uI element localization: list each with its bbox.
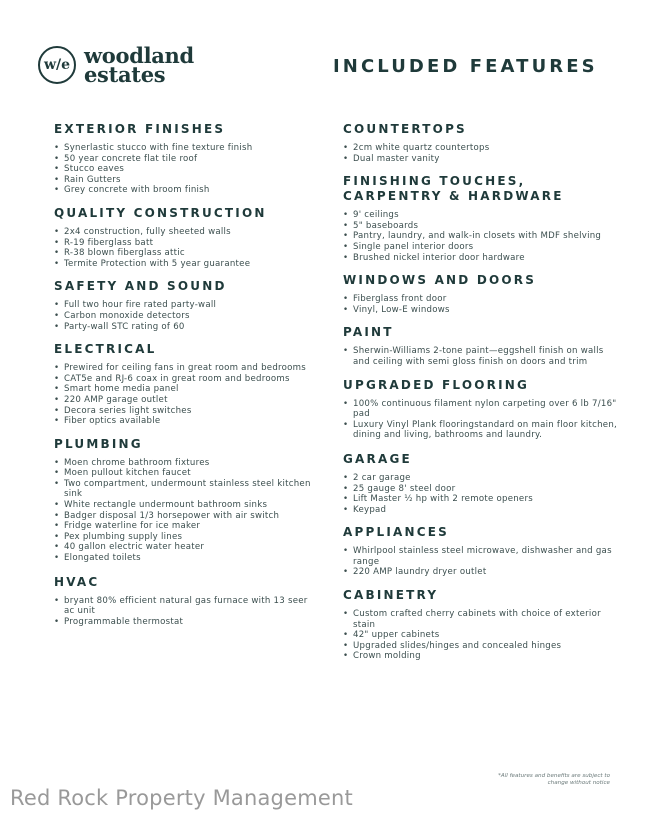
feature-item: • 5" baseboards bbox=[343, 221, 618, 232]
feature-section bbox=[343, 378, 618, 441]
watermark: Red Rock Property Management bbox=[10, 786, 353, 810]
feature-list bbox=[54, 458, 316, 564]
feature-item: • Fridge waterline for ice maker bbox=[54, 521, 316, 532]
feature-item: • Moen pullout kitchen faucet bbox=[54, 468, 316, 479]
feature-list bbox=[343, 210, 618, 263]
feature-item: • Full two hour fire rated party-wall bbox=[54, 300, 316, 311]
feature-item: • 100% continuous filament nylon carpeting over 6 lb 7/16" pad bbox=[343, 399, 618, 420]
feature-item: • Custom crafted cherry cabinets with choice of exterior stain bbox=[343, 609, 618, 630]
section-heading: UPGRADED FLOORING bbox=[343, 377, 530, 392]
feature-item: • Decora series light switches bbox=[54, 406, 316, 417]
section-heading: PAINT bbox=[343, 325, 394, 340]
feature-item: • 9' ceilings bbox=[343, 210, 618, 221]
feature-item: • Fiberglass front door bbox=[343, 294, 618, 305]
section-heading: PLUMBING bbox=[54, 436, 143, 451]
feature-item: • 2 car garage bbox=[343, 473, 618, 484]
feature-item: • Sherwin-Williams 2-tone paint—eggshell finish on walls and ceiling with semi gloss finish on doors and trim bbox=[343, 346, 618, 367]
section-heading: FINISHING TOUCHES, CARPENTRY & HARDWARE bbox=[343, 174, 564, 204]
feature-item: • Pantry, laundry, and walk-in closets with MDF shelving bbox=[343, 231, 618, 242]
feature-section bbox=[54, 279, 316, 332]
right-column bbox=[343, 122, 618, 662]
feature-item: • Rain Gutters bbox=[54, 175, 316, 186]
feature-item: • Vinyl, Low-E windows bbox=[343, 305, 618, 316]
feature-item: • 2x4 construction, fully sheeted walls bbox=[54, 227, 316, 238]
feature-list bbox=[343, 546, 618, 578]
feature-list bbox=[54, 227, 316, 269]
feature-item: • R-38 blown fiberglass attic bbox=[54, 248, 316, 259]
logo-mark: w/e bbox=[38, 46, 76, 84]
feature-item: • Party-wall STC rating of 60 bbox=[54, 322, 316, 333]
feature-item: • Synerlastic stucco with fine texture finish bbox=[54, 143, 316, 154]
feature-section bbox=[54, 122, 316, 196]
feature-list bbox=[54, 143, 316, 196]
section-heading: HVAC bbox=[54, 574, 100, 589]
feature-list bbox=[343, 346, 618, 367]
logo-wordmark bbox=[84, 43, 194, 87]
feature-item: • Whirlpool stainless steel microwave, dishwasher and gas range bbox=[343, 546, 618, 567]
section-heading: WINDOWS AND DOORS bbox=[343, 273, 537, 288]
brand-logo bbox=[38, 43, 194, 87]
feature-item: • Crown molding bbox=[343, 651, 618, 662]
section-heading: GARAGE bbox=[343, 451, 412, 466]
feature-item: • Moen chrome bathroom fixtures bbox=[54, 458, 316, 469]
feature-list bbox=[54, 300, 316, 332]
feature-item: • Elongated toilets bbox=[54, 553, 316, 564]
feature-item: • Keypad bbox=[343, 505, 618, 516]
feature-item: • 25 gauge 8' steel door bbox=[343, 484, 618, 495]
logo-line-1: woodland bbox=[84, 43, 194, 68]
feature-item: • Grey concrete with broom finish bbox=[54, 185, 316, 196]
feature-list bbox=[343, 294, 618, 315]
feature-list bbox=[343, 473, 618, 515]
feature-section bbox=[54, 206, 316, 269]
feature-item: • bryant 80% efficient natural gas furnace with 13 seer ac unit bbox=[54, 596, 316, 617]
feature-item: • White rectangle undermount bathroom sinks bbox=[54, 500, 316, 511]
feature-item: • 220 AMP laundry dryer outlet bbox=[343, 567, 618, 578]
feature-item: • Single panel interior doors bbox=[343, 242, 618, 253]
feature-item: • 40 gallon electric water heater bbox=[54, 542, 316, 553]
disclaimer: *All features and benefits are subject to change without notice bbox=[498, 773, 610, 786]
feature-item: • Lift Master ½ hp with 2 remote openers bbox=[343, 494, 618, 505]
feature-item: • Fiber optics available bbox=[54, 416, 316, 427]
feature-section bbox=[54, 342, 316, 427]
feature-item: • 2cm white quartz countertops bbox=[343, 143, 618, 154]
feature-list bbox=[54, 363, 316, 427]
section-heading: COUNTERTOPS bbox=[343, 122, 467, 136]
feature-section bbox=[343, 325, 618, 367]
feature-list bbox=[343, 399, 618, 441]
section-heading: CABINETRY bbox=[343, 588, 439, 603]
feature-section bbox=[343, 452, 618, 515]
feature-item: • Smart home media panel bbox=[54, 384, 316, 395]
section-heading: EXTERIOR FINISHES bbox=[54, 122, 226, 136]
feature-item: • R-19 fiberglass batt bbox=[54, 238, 316, 249]
section-heading: SAFETY AND SOUND bbox=[54, 279, 227, 294]
feature-item: • Badger disposal 1/3 horsepower with air switch bbox=[54, 511, 316, 522]
feature-section bbox=[54, 575, 316, 628]
feature-item: • Upgraded slides/hinges and concealed hinges bbox=[343, 641, 618, 652]
feature-item: • Pex plumbing supply lines bbox=[54, 532, 316, 543]
feature-section bbox=[343, 122, 618, 164]
feature-section bbox=[343, 174, 618, 263]
left-column bbox=[54, 122, 316, 627]
feature-item: • Brushed nickel interior door hardware bbox=[343, 253, 618, 264]
feature-list bbox=[343, 609, 618, 662]
feature-item: • 220 AMP garage outlet bbox=[54, 395, 316, 406]
section-heading: QUALITY CONSTRUCTION bbox=[54, 205, 267, 220]
feature-list bbox=[54, 596, 316, 628]
feature-item: • Carbon monoxide detectors bbox=[54, 311, 316, 322]
feature-item: • Luxury Vinyl Plank flooringstandard on main floor kitchen, dining and living, bathrooms and laundry. bbox=[343, 420, 618, 441]
feature-item: • Prewired for ceiling fans in great room and bedrooms bbox=[54, 363, 316, 374]
feature-item: • Two compartment, undermount stainless steel kitchen sink bbox=[54, 479, 316, 500]
feature-list bbox=[343, 143, 618, 164]
feature-item: • Termite Protection with 5 year guarantee bbox=[54, 259, 316, 270]
feature-item: • Programmable thermostat bbox=[54, 617, 316, 628]
feature-section bbox=[343, 273, 618, 315]
feature-section bbox=[343, 525, 618, 578]
feature-item: • Stucco eaves bbox=[54, 164, 316, 175]
feature-item: • Dual master vanity bbox=[343, 154, 618, 165]
section-heading: ELECTRICAL bbox=[54, 342, 157, 357]
feature-item: • 50 year concrete flat tile roof bbox=[54, 154, 316, 165]
feature-item: • 42" upper cabinets bbox=[343, 630, 618, 641]
feature-section bbox=[54, 437, 316, 564]
page-title: INCLUDED FEATURES bbox=[333, 56, 598, 77]
logo-line-2: estates bbox=[84, 62, 166, 87]
feature-section bbox=[343, 588, 618, 662]
section-heading: APPLIANCES bbox=[343, 525, 449, 540]
feature-item: • CAT5e and RJ-6 coax in great room and bedrooms bbox=[54, 374, 316, 385]
